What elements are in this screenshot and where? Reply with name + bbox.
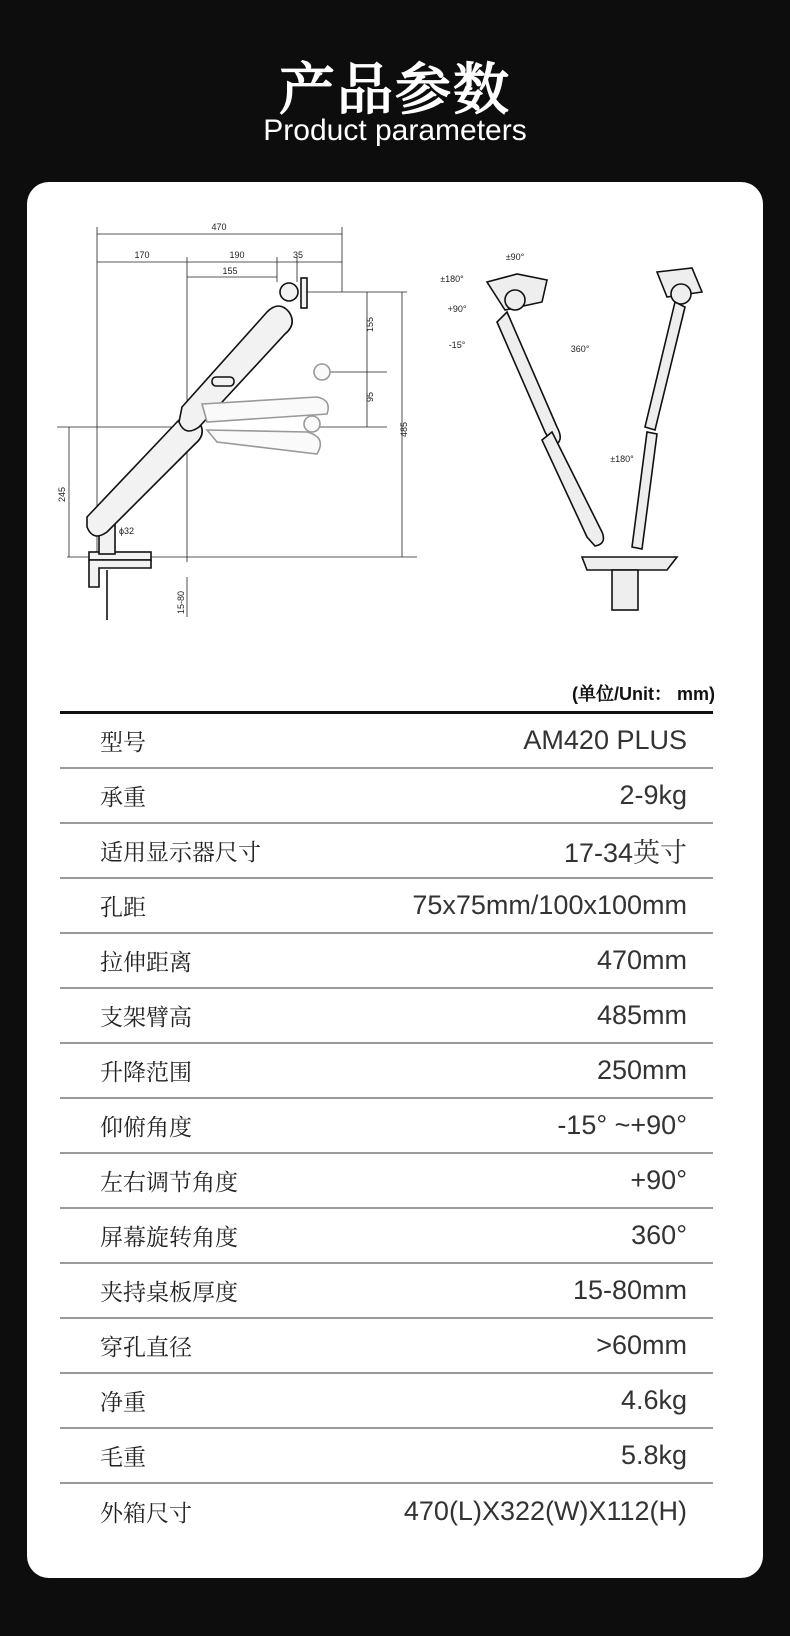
rotation-label-rotate: ±180° xyxy=(440,274,464,284)
page-title: 产品参数 xyxy=(279,58,511,123)
spec-label: 穿孔直径 xyxy=(100,1335,192,1361)
spec-row xyxy=(60,1154,713,1209)
rotation-label-pan: ±90° xyxy=(505,252,525,262)
spec-row xyxy=(60,1319,713,1374)
spec-value: 2-9kg xyxy=(619,780,687,810)
dim-170: 170 xyxy=(134,250,150,260)
spec-value: 15-80mm xyxy=(572,1275,687,1305)
spec-label: 屏幕旋转角度 xyxy=(100,1225,238,1251)
spec-value: 75x75mm/100x100mm xyxy=(412,890,687,920)
spec-label: 仰俯角度 xyxy=(100,1115,192,1141)
rotation-label-tilt-up: +90° xyxy=(447,304,467,314)
spec-row xyxy=(60,1099,713,1154)
spec-value: 17-34英寸 xyxy=(563,838,687,868)
spec-label: 左右调节角度 xyxy=(100,1170,238,1196)
spec-value: 470mm xyxy=(596,945,687,975)
spec-row xyxy=(60,1209,713,1264)
spec-label: 型号 xyxy=(100,730,146,756)
dim-155-vertical: 155 xyxy=(365,316,375,332)
dim-245: 245 xyxy=(57,486,67,502)
dim-155-horizontal: 155 xyxy=(222,266,238,276)
spec-row xyxy=(60,879,713,934)
spec-row xyxy=(60,1429,713,1484)
spec-card xyxy=(27,182,763,1578)
dim-35: 35 xyxy=(292,250,304,260)
spec-table xyxy=(60,711,713,1539)
spec-value: 5.8kg xyxy=(620,1440,687,1470)
spec-label: 夹持桌板厚度 xyxy=(100,1280,238,1306)
spec-label: 孔距 xyxy=(100,895,146,921)
spec-value: +90° xyxy=(630,1165,687,1195)
spec-label: 适用显示器尺寸 xyxy=(100,840,261,866)
spec-row xyxy=(60,714,713,769)
unit-note: (单位/Unit： mm) xyxy=(572,684,715,704)
dim-485: 485 xyxy=(399,421,409,437)
spec-label: 毛重 xyxy=(100,1445,146,1471)
spec-row xyxy=(60,1484,713,1539)
spec-row xyxy=(60,824,713,879)
rotation-label-tilt-down: -15° xyxy=(448,340,466,350)
spec-label: 承重 xyxy=(100,785,146,811)
spec-value: 250mm xyxy=(596,1055,687,1085)
spec-value: 360° xyxy=(631,1220,687,1250)
dim-95: 95 xyxy=(365,391,375,402)
spec-value: >60mm xyxy=(596,1330,687,1360)
spec-row xyxy=(60,1374,713,1429)
dim-diameter-32: ϕ32 xyxy=(119,526,135,536)
spec-value: -15° ~+90° xyxy=(557,1110,687,1140)
spec-label: 支架臂高 xyxy=(100,1005,192,1031)
spec-label: 升降范围 xyxy=(100,1060,192,1086)
rotation-label-360: 360° xyxy=(570,344,590,354)
page-subtitle: Product parameters xyxy=(263,114,527,147)
rotation-label-arm-swivel: ±180° xyxy=(610,454,634,464)
spec-row xyxy=(60,769,713,824)
spec-row xyxy=(60,934,713,989)
spec-label: 净重 xyxy=(100,1390,146,1416)
dim-15-80: 15-80 xyxy=(176,590,186,614)
spec-row xyxy=(60,989,713,1044)
spec-label: 拉伸距离 xyxy=(100,950,192,976)
spec-row xyxy=(60,1264,713,1319)
spec-value: 4.6kg xyxy=(620,1385,687,1415)
spec-value: AM420 PLUS xyxy=(523,725,687,755)
dim-470: 470 xyxy=(211,222,227,232)
dimension-drawing-svg xyxy=(27,182,763,662)
spec-value: 485mm xyxy=(596,1000,687,1030)
dim-190: 190 xyxy=(229,250,245,260)
spec-row xyxy=(60,1044,713,1099)
spec-value: 470(L)X322(W)X112(H) xyxy=(403,1496,687,1526)
spec-label: 外箱尺寸 xyxy=(100,1501,192,1527)
technical-drawing xyxy=(27,182,763,662)
